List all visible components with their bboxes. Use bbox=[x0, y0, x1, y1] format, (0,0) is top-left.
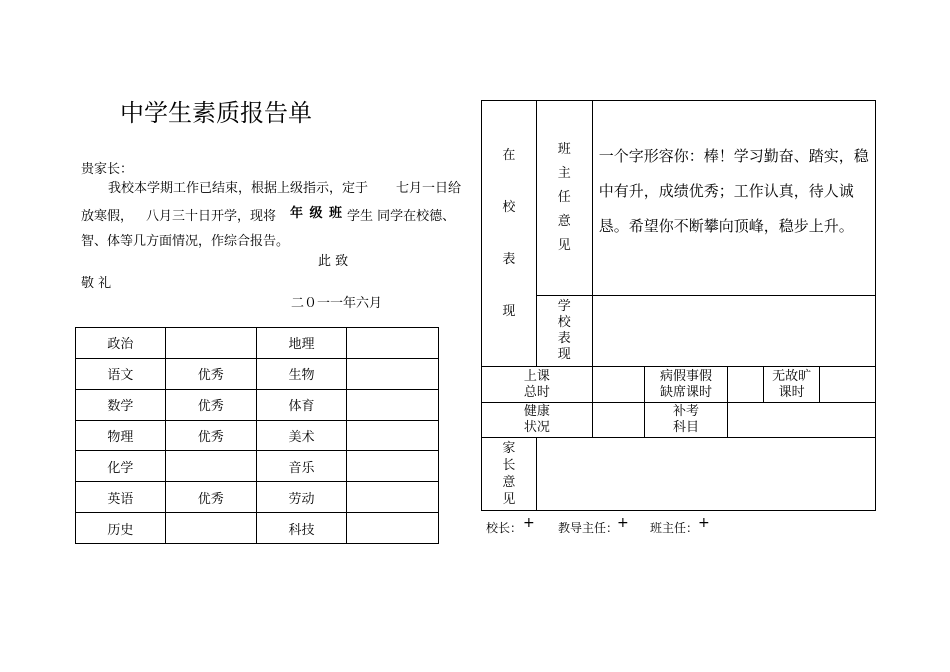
grade-cell bbox=[347, 358, 439, 389]
table-row bbox=[76, 328, 439, 359]
table-row bbox=[76, 420, 439, 451]
leave-hours-value bbox=[728, 367, 764, 403]
label-line: 补考 bbox=[672, 404, 699, 419]
parent-opinion-value bbox=[536, 438, 875, 511]
grade-cell bbox=[165, 328, 256, 359]
label-char: 家 bbox=[502, 441, 516, 456]
table-row bbox=[76, 513, 439, 544]
label-line: 病假事假 bbox=[659, 368, 712, 384]
subject-cell: 物理 bbox=[76, 420, 166, 451]
principal-label: 校长： bbox=[486, 521, 523, 535]
grade-cell bbox=[165, 451, 256, 482]
in-school-label bbox=[482, 101, 537, 367]
subject-cell: 音乐 bbox=[256, 451, 347, 482]
table-row bbox=[76, 358, 439, 389]
letter-line2-a: 放寒假， bbox=[81, 209, 134, 224]
dean-label: 教导主任： bbox=[558, 521, 619, 535]
head-teacher-label: 班主任： bbox=[650, 521, 699, 535]
makeup-exam-value bbox=[728, 403, 876, 438]
health-label bbox=[482, 403, 593, 438]
letter-greeting: 贵家长： bbox=[81, 162, 134, 177]
subject-cell: 体育 bbox=[256, 389, 347, 420]
grade-cell: 优秀 bbox=[165, 482, 256, 513]
label-char: 校 bbox=[502, 199, 516, 215]
subject-cell: 语文 bbox=[76, 358, 166, 389]
subject-cell: 英语 bbox=[76, 482, 166, 513]
parent-opinion-label bbox=[482, 438, 537, 511]
grade-cell: 优秀 bbox=[165, 389, 256, 420]
subject-cell: 化学 bbox=[76, 451, 166, 482]
subject-cell: 生物 bbox=[256, 358, 347, 389]
grades-table bbox=[75, 327, 439, 544]
grade-cell bbox=[347, 420, 439, 451]
grade-cell: 优秀 bbox=[165, 358, 256, 389]
head-teacher-mark: + bbox=[698, 515, 710, 531]
grade-cell bbox=[347, 513, 439, 544]
label-char: 表 bbox=[502, 251, 516, 267]
subject-cell: 政治 bbox=[76, 328, 166, 359]
class-hours-label bbox=[482, 367, 593, 403]
label-line: 上课 bbox=[523, 368, 550, 384]
table-row bbox=[482, 367, 876, 403]
label-char: 见 bbox=[557, 238, 571, 253]
subject-cell: 美术 bbox=[256, 420, 347, 451]
label-char: 校 bbox=[557, 315, 571, 330]
grade-cell bbox=[347, 328, 439, 359]
label-line: 状况 bbox=[523, 420, 550, 435]
table-row bbox=[482, 403, 876, 438]
label-char: 学 bbox=[557, 299, 571, 314]
label-char: 意 bbox=[557, 214, 571, 229]
grade-cell: 优秀 bbox=[165, 420, 256, 451]
handwritten-grade-class: 年 级 班 bbox=[290, 206, 344, 221]
label-char: 长 bbox=[502, 458, 516, 473]
page-title: 中学生素质报告单 bbox=[120, 99, 312, 127]
leave-hours-label bbox=[644, 367, 728, 403]
label-char: 主 bbox=[557, 166, 571, 181]
letter-line1-a: 我校本学期工作已结束，根据上级指示，定于 bbox=[108, 181, 369, 196]
label-line: 科目 bbox=[672, 420, 699, 435]
label-line: 课时 bbox=[778, 384, 805, 400]
subject-cell: 地理 bbox=[256, 328, 347, 359]
subject-cell: 劳动 bbox=[256, 482, 347, 513]
dean-mark: + bbox=[617, 515, 629, 531]
grade-cell bbox=[347, 451, 439, 482]
head-teacher-opinion-label bbox=[536, 101, 592, 296]
table-row bbox=[482, 101, 876, 296]
grade-cell bbox=[347, 482, 439, 513]
table-row bbox=[76, 389, 439, 420]
label-char: 现 bbox=[557, 347, 571, 362]
label-char: 见 bbox=[502, 492, 516, 507]
absence-label bbox=[764, 367, 820, 403]
letter-ci-zhi: 此 致 bbox=[318, 254, 349, 269]
label-line: 缺席课时 bbox=[659, 384, 712, 400]
label-char: 班 bbox=[557, 142, 571, 157]
grade-cell bbox=[165, 513, 256, 544]
table-row bbox=[482, 296, 876, 367]
teacher-comment: 一个字形容你：棒！学习勤奋、踏实，稳中有升，成绩优秀；工作认真，待人诚恳。希望你不断攀向顶峰，稳步上升。 bbox=[592, 101, 875, 296]
class-hours-value bbox=[592, 367, 644, 403]
letter-date: 二０一一年六月 bbox=[291, 296, 383, 311]
label-char: 任 bbox=[557, 190, 571, 205]
letter-line2-c: 学生 同学在校德、 bbox=[347, 209, 456, 224]
label-char: 表 bbox=[557, 331, 571, 346]
health-value bbox=[592, 403, 644, 438]
label-char: 意 bbox=[502, 475, 516, 490]
letter-line1-b: 七月一日给 bbox=[396, 181, 462, 196]
label-line: 无故旷 bbox=[772, 368, 812, 384]
grade-cell bbox=[347, 389, 439, 420]
label-line: 健康 bbox=[523, 404, 550, 419]
absence-value bbox=[820, 367, 876, 403]
subject-cell: 科技 bbox=[256, 513, 347, 544]
table-row bbox=[482, 438, 876, 511]
school-performance-label bbox=[536, 296, 592, 367]
table-row bbox=[76, 451, 439, 482]
label-line: 总时 bbox=[523, 384, 550, 400]
subject-cell: 历史 bbox=[76, 513, 166, 544]
makeup-exam-label bbox=[644, 403, 728, 438]
letter-line3: 智、体等几方面情况，作综合报告。 bbox=[81, 234, 290, 249]
school-performance-value bbox=[592, 296, 875, 367]
report-table bbox=[481, 100, 876, 511]
subject-cell: 数学 bbox=[76, 389, 166, 420]
table-row bbox=[76, 482, 439, 513]
letter-jing-li: 敬 礼 bbox=[81, 276, 112, 291]
label-char: 在 bbox=[502, 147, 516, 163]
principal-mark: + bbox=[523, 515, 535, 531]
label-char: 现 bbox=[502, 303, 516, 319]
letter-line2-b: 八月三十日开学，现将 bbox=[146, 209, 277, 224]
